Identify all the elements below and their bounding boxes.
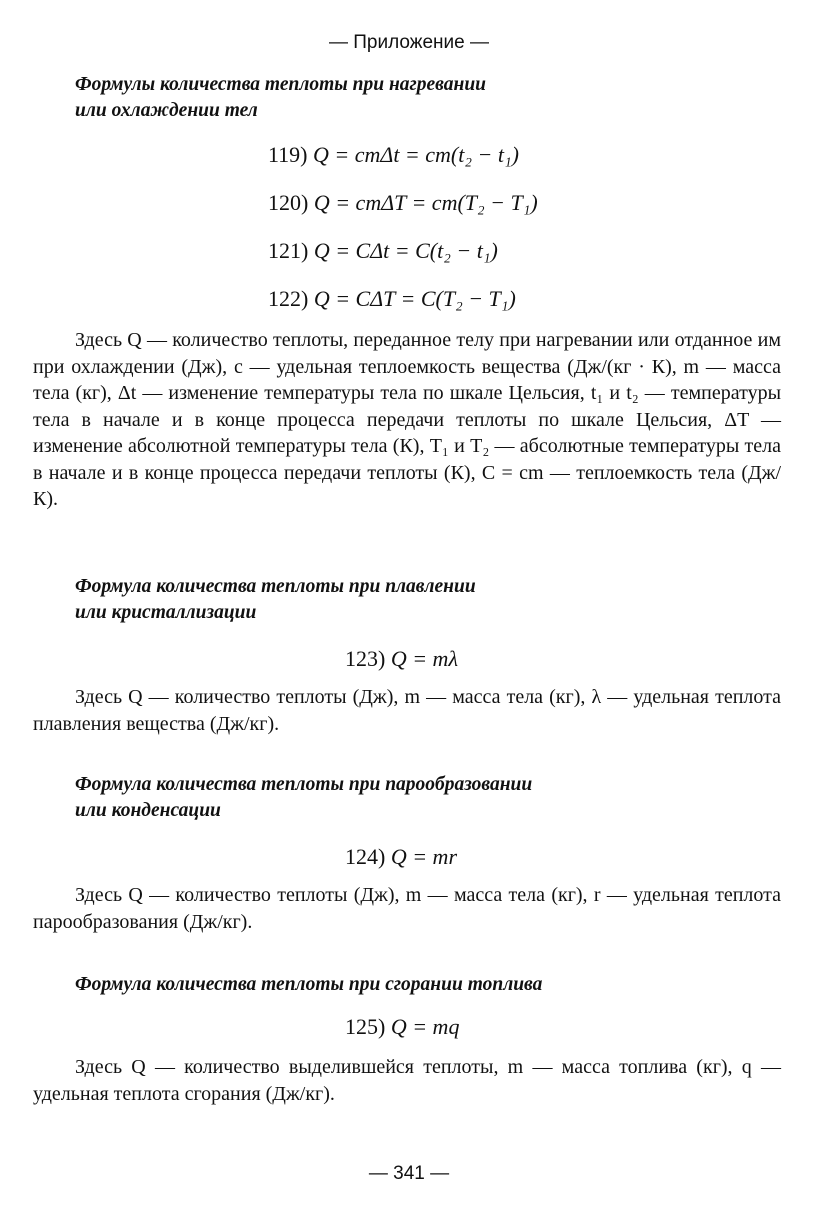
- heading-line: или кристаллизации: [75, 602, 257, 623]
- explanation-paragraph: Здесь Q — количество теплоты (Дж), m — масса тела (кг), λ — удельная теплота плавления вещества (Дж/кг).: [33, 686, 781, 735]
- formula-expression: Q = mq: [390, 1014, 460, 1039]
- section-heading: [75, 972, 542, 998]
- formula-123: [345, 646, 458, 672]
- formula-122: [268, 286, 516, 312]
- heading-line: Формула количества теплоты при парообразовании: [75, 774, 533, 795]
- formula-expression: Q = cmΔt = cm(t₂ − t₁): [313, 142, 519, 167]
- formula-121: [268, 238, 498, 264]
- explanation-paragraph: Здесь Q — количество выделившейся теплоты, m — масса топлива (кг), q — удельная теплота сгорания (Дж/кг).: [33, 1056, 781, 1105]
- heading-line: или охлаждении тел: [75, 100, 258, 121]
- formula-number: 124): [345, 844, 386, 869]
- formula-expression: Q = mr: [390, 844, 458, 869]
- section-heading: [75, 574, 476, 626]
- formula-124: [345, 844, 457, 870]
- formula-expression: Q = CΔt = C(t₂ − t₁): [313, 238, 498, 263]
- formula-number: 119): [268, 142, 308, 167]
- formula-number: 123): [345, 646, 386, 671]
- formula-number: 120): [268, 190, 309, 215]
- page-number: — 341 —: [368, 1163, 450, 1184]
- formula-expression: Q = cmΔT = cm(T₂ − T₁): [313, 190, 538, 215]
- formula-119: [268, 142, 519, 168]
- explanation-paragraph: Здесь Q — количество теплоты, переданное телу при нагревании или отданное им при охлаждении (Дж), c — удельная теплоемкость вещества (Дж/(кг · К), m — масса тела (кг), Δt — изменение температуры тела по шкале Цельсия, t₁ и t₂ — температуры тела в начале и в конце процесса передачи теплоты по шкале Цельсия, ΔT — изменение абсолютной температуры тела (К), T₁ и T₂ — абсолютные температуры тела в начале и в конце процесса передачи теплоты (К), C = cm — теплоемкость тела (Дж/К).: [33, 329, 782, 510]
- heading-line: Формула количества теплоты при плавлении: [75, 576, 476, 597]
- formula-120: [268, 190, 538, 216]
- section-heading: [75, 772, 532, 824]
- explanation-paragraph: Здесь Q — количество теплоты (Дж), m — масса тела (кг), r — удельная теплота парообразования (Дж/кг).: [33, 884, 781, 933]
- heading-line: Формулы количества теплоты при нагревании: [75, 74, 487, 95]
- section-heading: [75, 72, 486, 124]
- formula-125: [345, 1014, 459, 1040]
- formula-number: 122): [268, 286, 309, 311]
- formula-expression: Q = CΔT = C(T₂ − T₁): [313, 286, 516, 311]
- heading-line: или конденсации: [75, 800, 221, 821]
- formula-number: 121): [268, 238, 309, 263]
- heading-line: Формула количества теплоты при сгорании топлива: [75, 974, 543, 995]
- formula-number: 125): [345, 1014, 386, 1039]
- formula-expression: Q = mλ: [390, 646, 458, 671]
- running-head: — Приложение —: [329, 32, 489, 53]
